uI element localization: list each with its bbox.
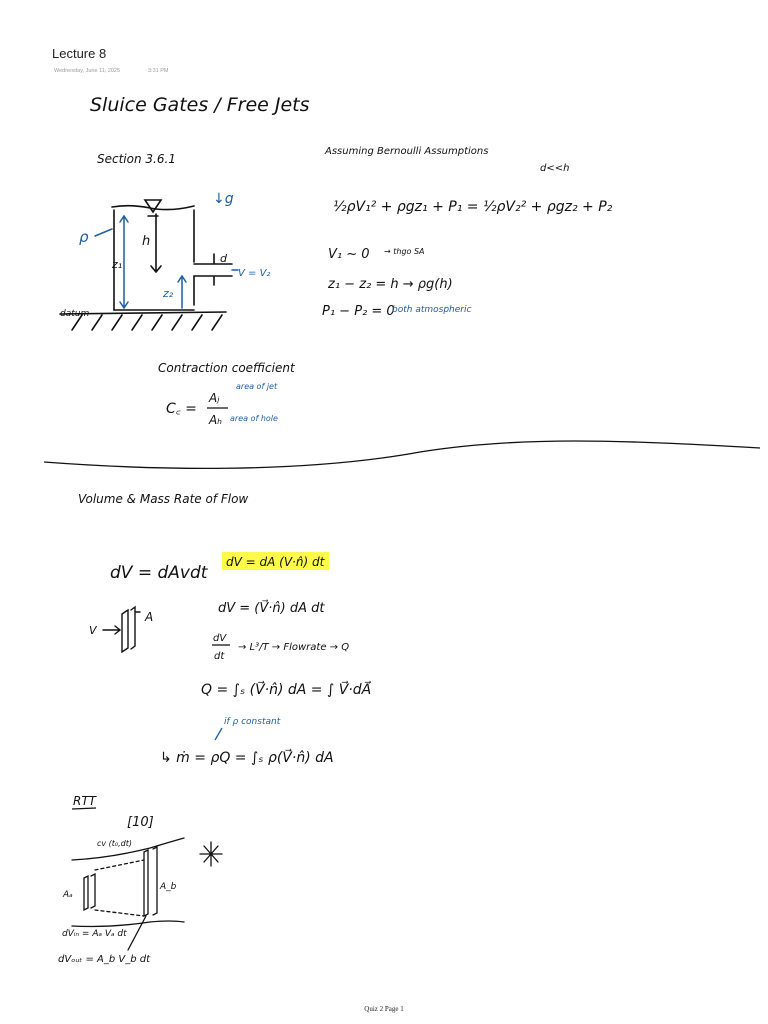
water-surface	[112, 206, 194, 210]
rtt-heading: RTT	[73, 794, 96, 808]
rtt-reference: [10]	[127, 815, 154, 830]
hatch	[72, 315, 222, 330]
pointer-line	[128, 916, 146, 950]
if-rho-arrow	[215, 728, 222, 740]
area-label: A	[145, 610, 154, 624]
q-equation: Q = ∫ₛ (V⃗·n̂) dA = ∫ V⃗·dA⃗	[201, 682, 372, 698]
h-label: h	[142, 234, 151, 249]
bullet-1-note: → thgo SA	[384, 247, 425, 256]
cc-numerator: Aⱼ	[209, 391, 220, 405]
z1-label: z₁	[112, 258, 123, 271]
free-surface-marker	[145, 200, 161, 212]
section-divider	[44, 441, 760, 468]
dv-equation: dV = dAvdt	[110, 563, 208, 583]
z2-label: z₂	[163, 287, 174, 300]
h-arrow	[151, 214, 161, 272]
datum-label: datum	[60, 309, 90, 319]
cc-denominator: Aₕ	[209, 413, 222, 427]
dv-out-equation: dVₒᵤₜ = A_b V_b dt	[58, 954, 151, 965]
g-label: ↓g	[213, 191, 234, 207]
cv-dashed-bottom	[95, 910, 144, 916]
z2-arrow	[178, 276, 186, 308]
rtt-underline	[72, 808, 96, 809]
cc-denominator-note: area of hole	[230, 414, 278, 423]
bullet-3-note: both atmospheric	[392, 305, 472, 315]
assumption-title: Assuming Bernoulli Assumptions	[325, 146, 489, 157]
if-rho-constant: if ρ constant	[224, 717, 281, 727]
rho-arrow	[95, 229, 112, 236]
flow-area-sketch	[103, 607, 140, 652]
contraction-title: Contraction coefficient	[158, 361, 295, 375]
page-date: Wednesday, June 11, 2025	[54, 68, 121, 74]
area-ab-label: A_b	[160, 882, 177, 892]
rho-label: ρ	[79, 228, 89, 246]
page-footer: Quiz 2 Page 1	[364, 1005, 404, 1013]
jet-velocity-label: V = V₂	[238, 268, 271, 279]
outlet-plate	[144, 847, 157, 916]
bullet-1: V₁ ~ 0	[328, 247, 370, 262]
rate-chain: → L³/T → Flowrate → Q	[238, 642, 350, 653]
bullet-2: z₁ − z₂ = h → ρg(h)	[328, 277, 453, 292]
velocity-label: V	[89, 624, 97, 637]
highlighted-equation: dV = dA (V·n̂) dt	[226, 555, 325, 569]
mass-flow-equation: ↳ ṁ = ρQ = ∫ₛ ρ(V⃗·n̂) dA	[160, 750, 334, 766]
area-aa-label: Aₐ	[63, 890, 73, 900]
dv-in-equation: dVᵢₙ = Aₐ Vₐ dt	[62, 929, 127, 939]
bernoulli-equation: ½ρV₁² + ρgz₁ + P₁ = ½ρV₂² + ρgz₂ + P₂	[333, 199, 613, 215]
side-note: d<<h	[540, 163, 570, 174]
cv-dashed-top	[95, 860, 144, 870]
rate-numerator: dV	[213, 633, 227, 644]
section-label: Section 3.6.1	[97, 152, 176, 166]
cc-lhs: C꜀ =	[166, 401, 197, 417]
d-label: d	[220, 252, 227, 265]
velocity-arrow	[103, 626, 120, 634]
pipe-lower-wall	[72, 921, 184, 927]
section2-heading: Volume & Mass Rate of Flow	[78, 492, 249, 506]
notes-heading: Sluice Gates / Free Jets	[90, 94, 310, 116]
dv-vector-equation: dV = (V⃗·n̂) dA dt	[218, 601, 325, 616]
rate-denominator: dt	[214, 651, 225, 662]
area-plate	[122, 607, 135, 652]
bullet-3: P₁ − P₂ = 0	[322, 304, 395, 319]
inlet-plate	[84, 874, 95, 910]
cc-numerator-note: area of jet	[236, 382, 278, 391]
page-time: 3:31 PM	[148, 68, 169, 74]
page-title: Lecture 8	[52, 46, 107, 61]
cv-label: cv (t₀,dt)	[97, 839, 133, 848]
asterisk-icon	[200, 842, 222, 866]
